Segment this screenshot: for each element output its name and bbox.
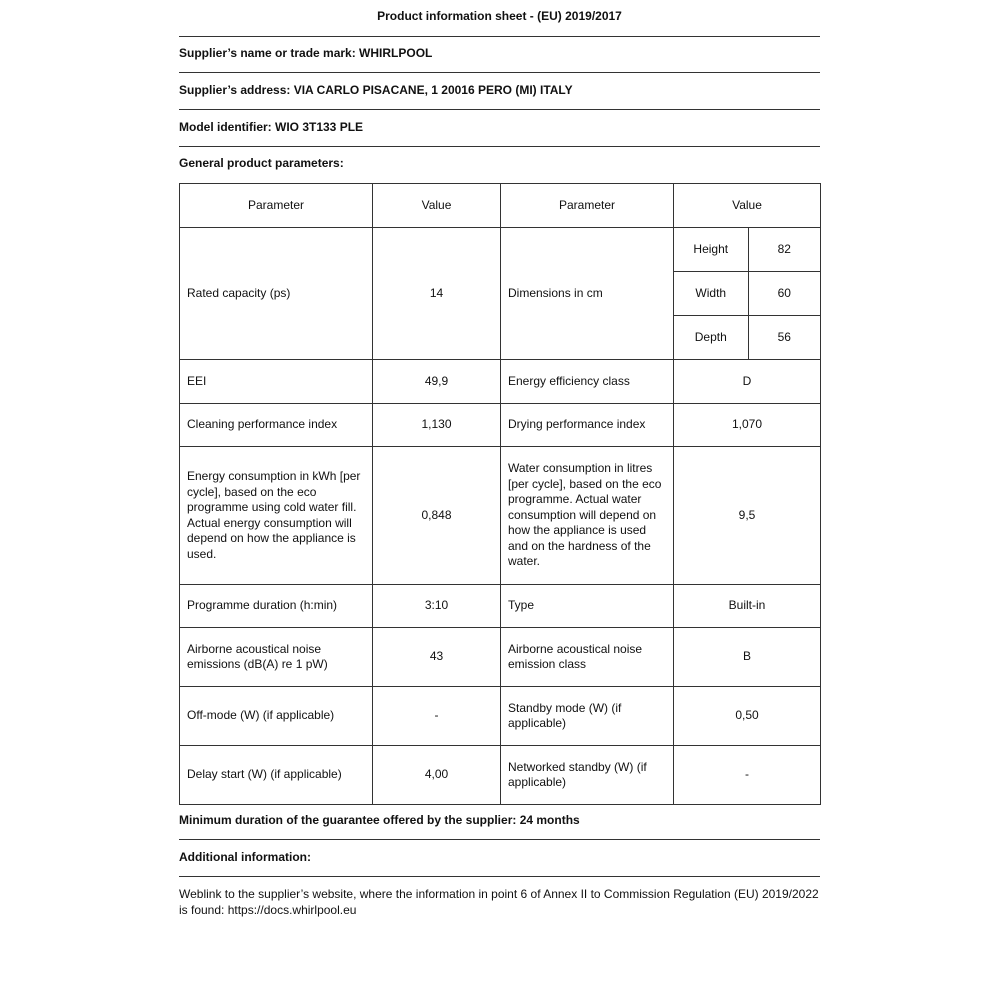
divider: [179, 109, 820, 110]
type-label: Type: [501, 585, 674, 628]
table-row: [180, 447, 821, 585]
water-consumption-value: 9,5: [674, 447, 821, 585]
general-params-heading: General product parameters:: [179, 156, 344, 170]
dimensions-label: Dimensions in cm: [501, 228, 674, 360]
energy-class-label: Energy efficiency class: [501, 360, 674, 404]
height-value: 82: [748, 228, 820, 272]
header-parameter-2: Parameter: [501, 184, 674, 228]
water-consumption-label: Water consumption in litres [per cycle], based on the eco programme. Actual water consumption will depend on how the appliance is used and on the hardness of the water.: [501, 447, 674, 585]
noise-emissions-label: Airborne acoustical noise emissions (dB(A) re 1 pW): [180, 628, 373, 687]
standby-mode-value: 0,50: [674, 687, 821, 746]
eei-label: EEI: [180, 360, 373, 404]
table-row: [180, 687, 821, 746]
delay-start-label: Delay start (W) (if applicable): [180, 746, 373, 805]
table-row: [180, 404, 821, 447]
header-value-1: Value: [373, 184, 501, 228]
off-mode-label: Off-mode (W) (if applicable): [180, 687, 373, 746]
height-label: Height: [674, 228, 748, 272]
programme-duration-value: 3:10: [373, 585, 501, 628]
additional-info-heading: Additional information:: [179, 850, 311, 864]
networked-standby-value: -: [674, 746, 821, 805]
dimension-row: [674, 228, 820, 272]
drying-index-value: 1,070: [674, 404, 821, 447]
noise-class-label: Airborne acoustical noise emission class: [501, 628, 674, 687]
divider: [179, 72, 820, 73]
dimension-row: [674, 316, 820, 360]
networked-standby-label: Networked standby (W) (if applicable): [501, 746, 674, 805]
table-row: [180, 585, 821, 628]
noise-emissions-value: 43: [373, 628, 501, 687]
type-value: Built-in: [674, 585, 821, 628]
divider: [179, 146, 820, 147]
dimensions-subtable: [674, 228, 820, 359]
cleaning-index-value: 1,130: [373, 404, 501, 447]
table-row: [180, 628, 821, 687]
sheet-title: Product information sheet - (EU) 2019/2017: [377, 9, 622, 23]
supplier-name: Supplier’s name or trade mark: WHIRLPOOL: [179, 46, 433, 60]
table-row: [180, 746, 821, 805]
programme-duration-label: Programme duration (h:min): [180, 585, 373, 628]
table-row: [180, 228, 821, 360]
cleaning-index-label: Cleaning performance index: [180, 404, 373, 447]
model-identifier: Model identifier: WIO 3T133 PLE: [179, 120, 364, 134]
header-parameter-1: Parameter: [180, 184, 373, 228]
width-value: 60: [748, 272, 820, 316]
rated-capacity-label: Rated capacity (ps): [180, 228, 373, 360]
table-header-row: [180, 184, 821, 228]
energy-consumption-value: 0,848: [373, 447, 501, 585]
drying-index-label: Drying performance index: [501, 404, 674, 447]
eei-value: 49,9: [373, 360, 501, 404]
depth-value: 56: [777, 329, 791, 344]
guarantee-duration: Minimum duration of the guarantee offered by the supplier: 24 months: [179, 813, 580, 827]
header-value-2: Value: [674, 184, 821, 228]
supplier-address: Supplier’s address: VIA CARLO PISACANE, 1 20016 PERO (MI) ITALY: [179, 83, 573, 97]
rated-capacity-value: 14: [373, 228, 501, 360]
delay-start-value: 4,00: [373, 746, 501, 805]
noise-class-value: B: [674, 628, 821, 687]
energy-class-value: D: [674, 360, 821, 404]
width-label: Width: [674, 272, 748, 316]
divider: [179, 36, 820, 37]
off-mode-value: -: [373, 687, 501, 746]
depth-label: Depth: [674, 316, 748, 360]
table-row: [180, 360, 821, 404]
energy-consumption-label: Energy consumption in kWh [per cycle], based on the eco programme using cold water fill. Actual energy consumption will depend on how the appliance is used.: [180, 447, 373, 585]
weblink-text: Weblink to the supplier’s website, where the information in point 6 of Annex II to Commission Regulation (EU) 2019/2022 is found: https://docs.whirlpool.eu: [179, 887, 819, 917]
dimension-row: [674, 272, 820, 316]
divider: [179, 839, 820, 840]
dimensions-values: [674, 228, 821, 360]
divider: [179, 876, 820, 877]
standby-mode-label: Standby mode (W) (if applicable): [501, 687, 674, 746]
parameters-table: [179, 183, 821, 805]
